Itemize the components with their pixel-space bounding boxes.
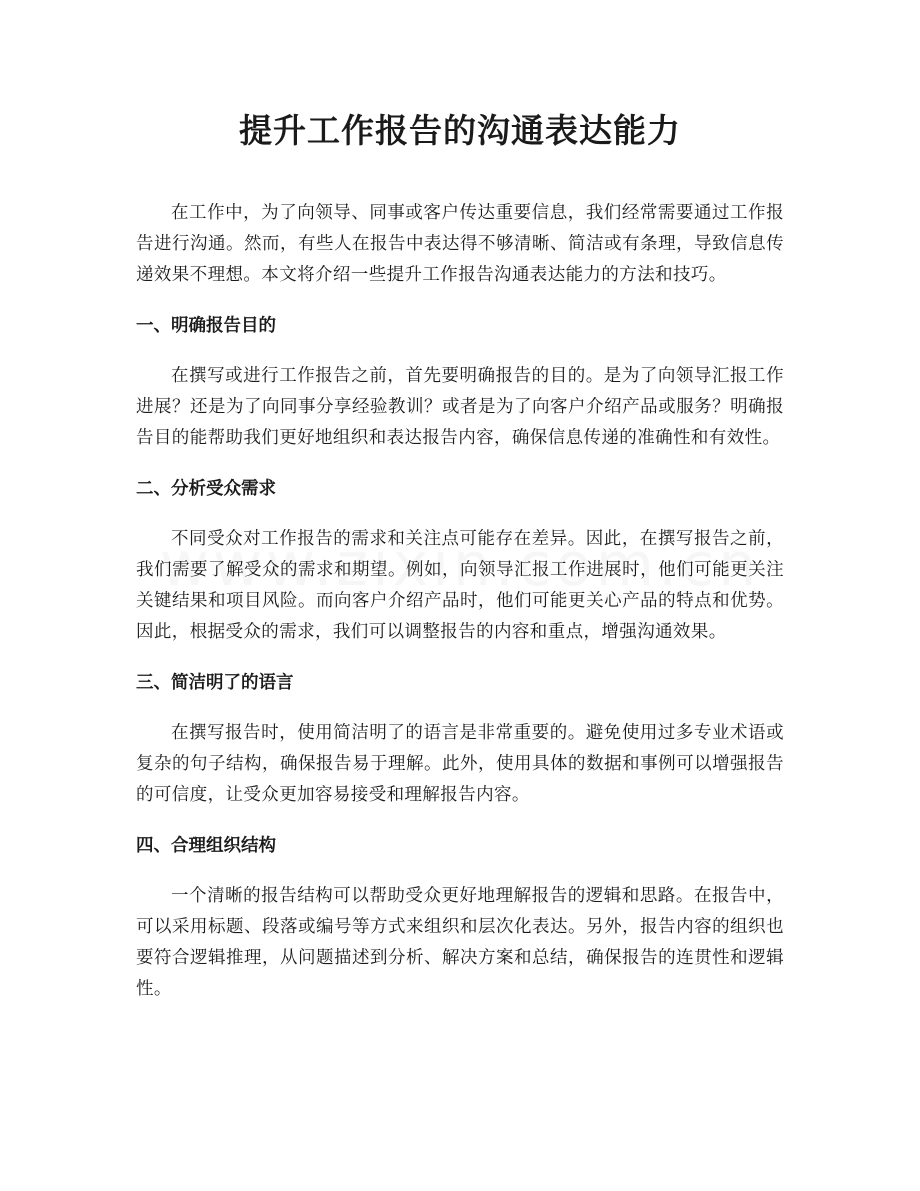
section-heading-2: 二、分析受众需求: [136, 479, 276, 499]
document-title: 提升工作报告的沟通表达能力: [239, 111, 681, 150]
section-heading-4: 四、合理组织结构: [136, 836, 276, 856]
section-body-1: 在撰写或进行工作报告之前，首先要明确报告的目的。是为了向领导汇报工作进展？还是为了向同事分享经验教训？或者是为了向客户介绍产品或服务？明确报告目的能帮助我们更好地组织和表达报告内容，确保信息传递的准确性和有效性。: [136, 366, 784, 448]
section-heading-1: 一、明确报告目的: [136, 316, 276, 336]
section-body-3: 在撰写报告时，使用简洁明了的语言是非常重要的。避免使用过多专业术语或复杂的句子结构，确保报告易于理解。此外，使用具体的数据和事例可以增强报告的可信度，让受众更加容易接受和理解报告内容。: [136, 723, 784, 805]
section-heading-3: 三、简洁明了的语言: [136, 673, 294, 693]
section-body-4: 一个清晰的报告结构可以帮助受众更好地理解报告的逻辑和思路。在报告中，可以采用标题、段落或编号等方式来组织和层次化表达。另外，报告内容的组织也要符合逻辑推理，从问题描述到分析、解决方案和总结，确保报告的连贯性和逻辑性。: [136, 886, 784, 999]
section-body-2: 不同受众对工作报告的需求和关注点可能存在差异。因此，在撰写报告之前，我们需要了解受众的需求和期望。例如，向领导汇报工作进展时，他们可能更关注关键结果和项目风险。而向客户介绍产品时，他们可能更关心产品的特点和优势。因此，根据受众的需求，我们可以调整报告的内容和重点，增强沟通效果。: [136, 529, 784, 642]
intro-paragraph: 在工作中，为了向领导、同事或客户传达重要信息，我们经常需要通过工作报告进行沟通。然而，有些人在报告中表达得不够清晰、简洁或有条理，导致信息传递效果不理想。本文将介绍一些提升工作报告沟通表达能力的方法和技巧。: [136, 203, 784, 285]
